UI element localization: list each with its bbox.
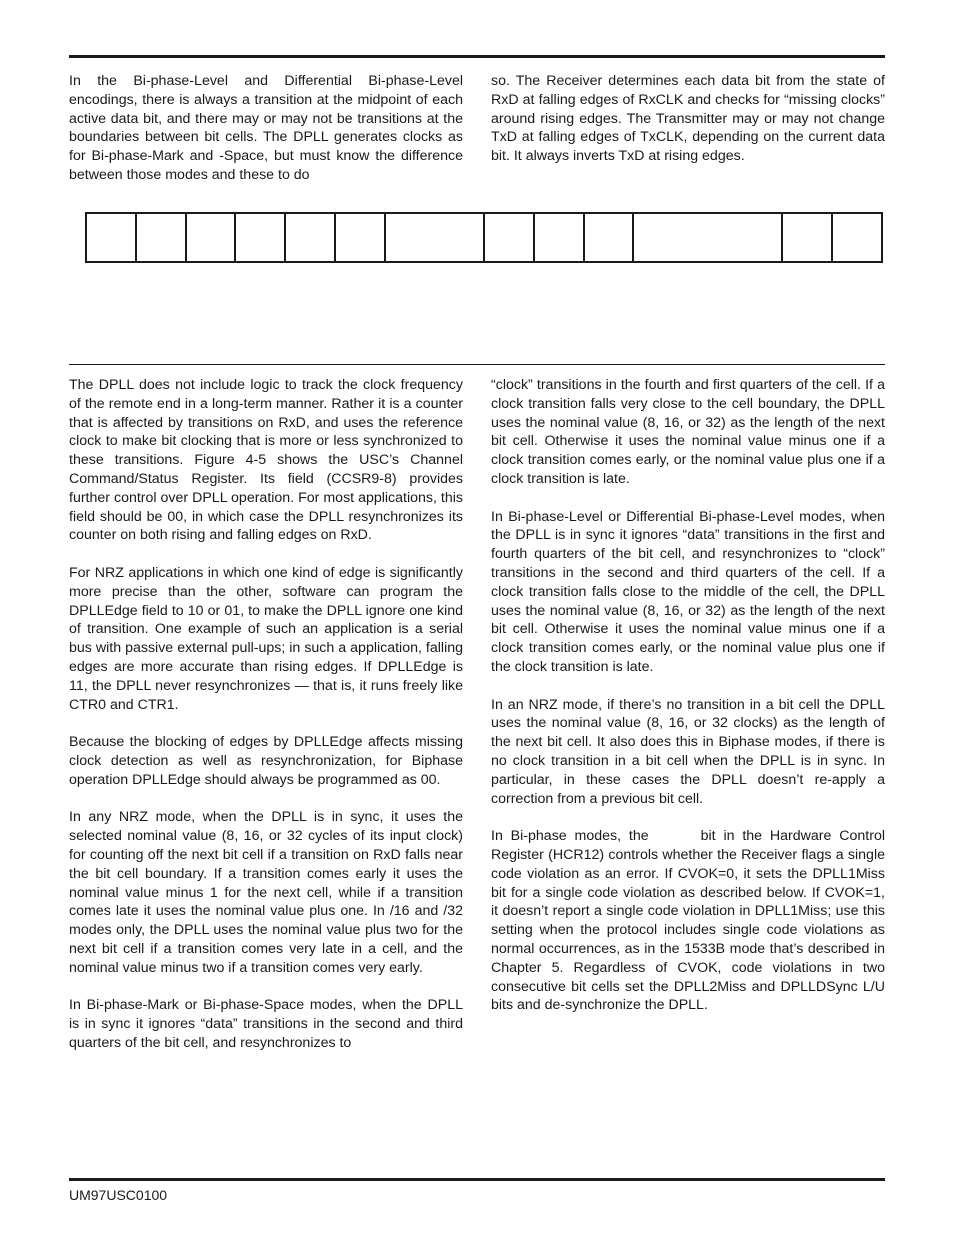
cvok-text-after: bit in the Hardware Control Register (HCR12) controls whether the Receiver flags a single code violation as an error. If CVOK=0, it sets the DPLL1Miss bit for a single code violation as described below. If CVOK=1, it doesn’t report a single code violation in DPLL1Miss; use this setting when the protocol includes single code violations as normal occurrences, as in the 1533B mode that’s described in Chapter 5. Regardless of CVOK, code violations in two consecutive bit cells set the DPLL2Miss and DPLLDSync L/U bits and de-synchronize the DPLL. xyxy=(491,828,885,1014)
register-field-8 xyxy=(485,214,535,261)
paragraph: “clock” transitions in the fourth and first quarters of the cell. If a clock transition falls very close to the cell boundary, the DPLL uses the nominal value (8, 16, or 32) as the length of the next bit cell. Otherwise it uses the nominal value minus one if a clock transition comes early, or the nominal value plus one if a clock transition is late. xyxy=(491,377,885,487)
register-field-12 xyxy=(783,214,833,261)
register-field-1 xyxy=(87,214,137,261)
intro-paragraph-left: In the Bi-phase-Level and Differential Bi-phase-Level encodings, there is always a transition at the midpoint of each active data bit, and there may or may not be transitions at the boundaries between bit cells. The DPLL generates clocks as for Bi-phase-Mark and -Space, but must know the difference between those modes and these to do xyxy=(69,73,463,183)
paragraph: Because the blocking of edges by DPLLEdge affects missing clock detection as well as resynchronization, for Biphase operation DPLLEdge should always be programmed as 00. xyxy=(69,734,463,788)
bottom-rule xyxy=(69,1178,885,1181)
register-field-5 xyxy=(286,214,336,261)
register-field-13 xyxy=(833,214,881,261)
left-column xyxy=(69,376,463,1053)
cvok-paragraph xyxy=(491,827,885,1015)
register-field-4 xyxy=(236,214,286,261)
document-code: UM97USC0100 xyxy=(69,1187,168,1203)
paragraph: The DPLL does not include logic to track the clock frequency of the remote end in a long-term manner. Rather it is a counter that is affected by transitions on RxD, and uses the reference clock to make bit clocking that is more or less synchronized to these transitions. Figure 4-5 shows the USC’s Channel Command/Status Register. Its field (CCSR9-8) provides further control over DPLL operation. For most applications, this field should be 00, in which case the DPLL resynchronizes its counter on both rising and falling edges on RxD. xyxy=(69,377,463,544)
register-field-7 xyxy=(386,214,486,261)
paragraph: In Bi-phase-Level or Differential Bi-phase-Level modes, when the DPLL is in sync it ignores “data” transitions in the first and fourth quarters of the bit cell, and resynchronizes to “clock” transitions in the second and third quarters of the cell. If a clock transition falls close to the middle of the cell, the DPLL uses the nominal value (8, 16, or 32) as the length of the next bit cell. Otherwise it uses the nominal value minus one if a clock transition comes early, or the nominal value plus one if the clock transition is late. xyxy=(491,508,885,675)
intro-paragraph-right: so. The Receiver determines each data bit from the state of RxD at falling edges of RxCLK and checks for “missing clocks” around rising edges. The Transmitter may or may not change TxD at falling edges of TxCLK, depending on the current data bit. It always inverts TxD at rising edges. xyxy=(491,73,885,165)
paragraph: For NRZ applications in which one kind of edge is significantly more precise than the other, software can program the DPLLEdge field to 10 or 01, to make the DPLL ignore one kind of transition. One example of such an application is a serial bus with passive external pull-ups; in such a application, falling edges are more accurate than rising edges. If DPLLEdge is 11, the DPLL never resynchronizes — that is, it runs freely like CTR0 and CTR1. xyxy=(69,564,463,713)
paragraph: In Bi-phase-Mark or Bi-phase-Space modes, when the DPLL is in sync it ignores “data” transitions in the second and third quarters of the bit cell, and resynchronizes to xyxy=(69,997,463,1051)
cvok-text-before: In Bi-phase modes, the xyxy=(491,828,649,845)
register-field-9 xyxy=(535,214,585,261)
register-field-10 xyxy=(585,214,635,261)
top-rule xyxy=(69,55,885,58)
right-column xyxy=(491,376,885,1015)
register-field-3 xyxy=(187,214,237,261)
paragraph: In an NRZ mode, if there’s no transition in a bit cell the DPLL uses the nominal value (8, 16, or 32 clocks) as the length of the next bit cell. It also does this in Biphase modes, if there is no clock transition in a bit cell when the DPLL is in sync. In particular, in these cases the DPLL doesn’t re-apply a correction from a previous bit cell. xyxy=(491,696,885,807)
paragraph: In any NRZ mode, when the DPLL is in sync, it uses the selected nominal value (8, 16, or 32 cycles of its input clock) for counting off the next bit cell if a transition on RxD falls near the bit cell boundary. If a transition comes early it uses the nominal value minus 1 for the next cell, while if a transition comes late it uses the nominal value plus one. In /16 and /32 modes only, the DPLL uses the nominal value plus two for the next bit cell if a transition comes very late in a cell, and the nominal value minus two if a transition comes very early. xyxy=(69,809,463,976)
section-rule xyxy=(69,364,885,365)
register-bit-diagram xyxy=(85,212,883,263)
register-field-2 xyxy=(137,214,187,261)
register-field-6 xyxy=(336,214,386,261)
register-field-11 xyxy=(634,214,783,261)
